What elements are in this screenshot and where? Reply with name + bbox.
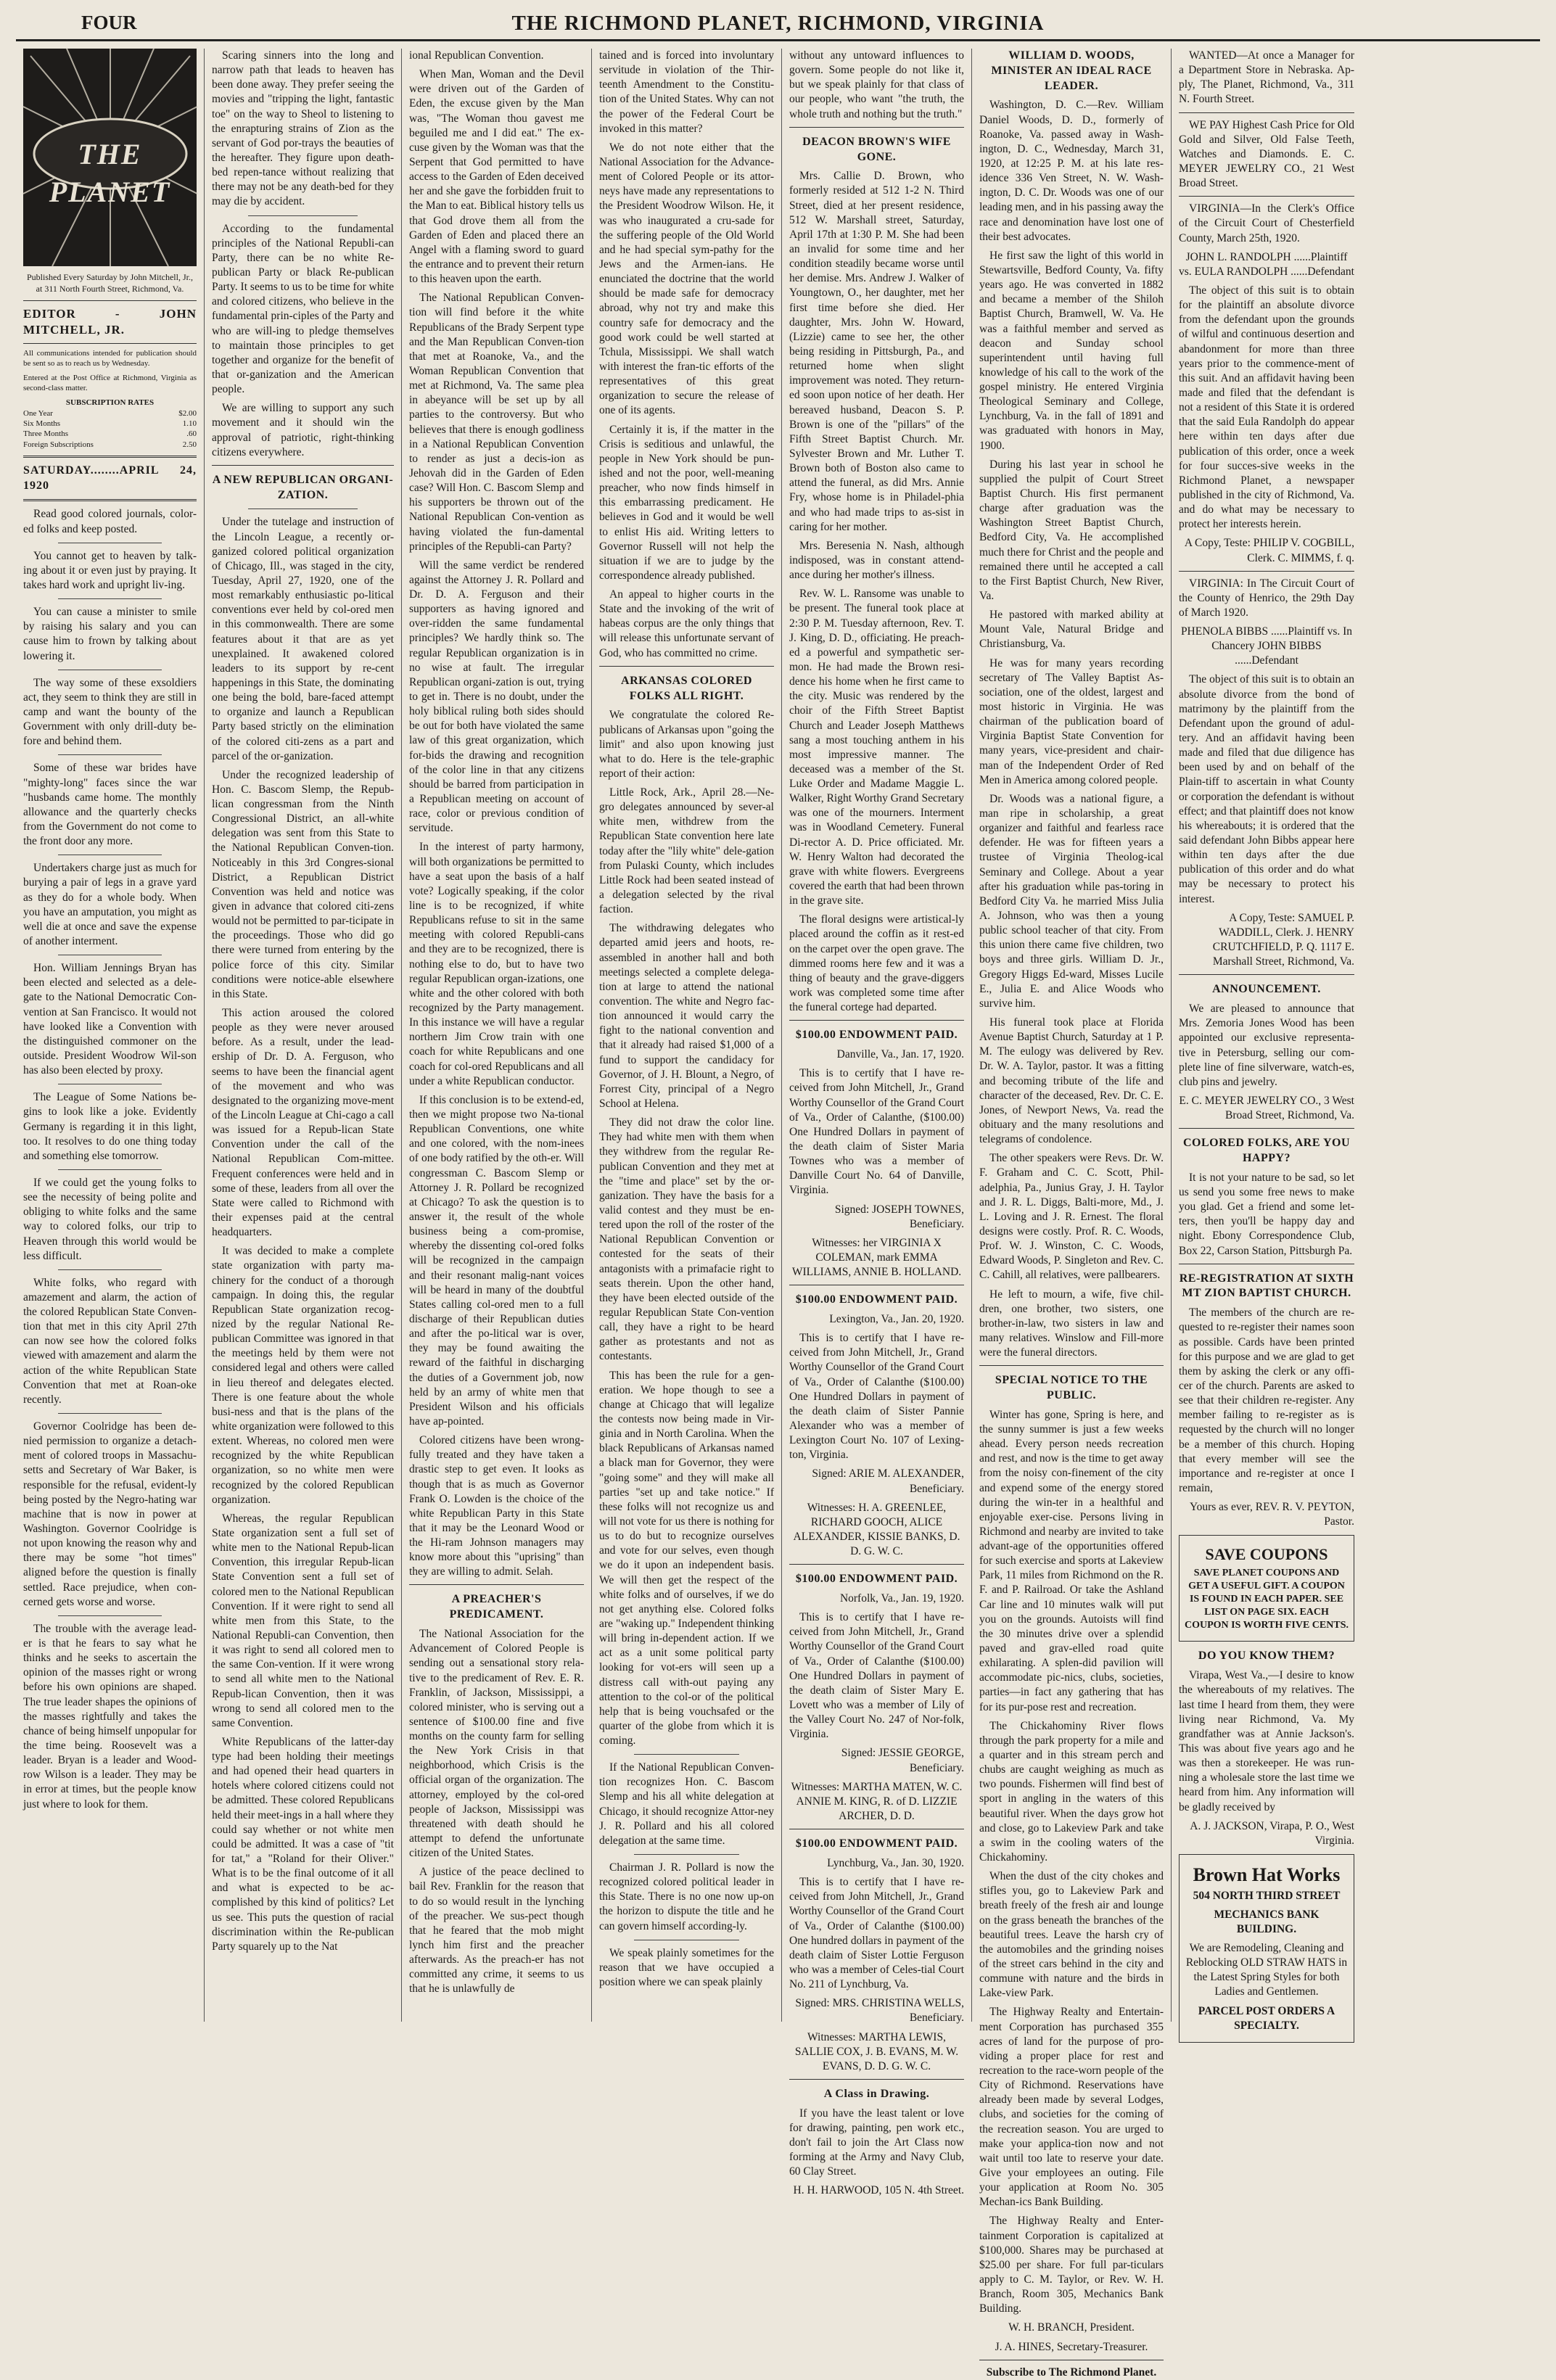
- editorial-item: The League of Some Nations be-gins to look like a joke. Evidently Germany is regarding it in this light, too. It resolves to do one thing today and something else tomorrow.: [23, 1091, 197, 1162]
- paragraph: without any untoward influences to govern. Some people do not like it, but we speak plainly for that class of our people, who want "the truth, the whole truth and nothing but the truth.": [789, 49, 964, 120]
- legal-notice-copy: A Copy, Teste: PHILIP V. COGBILL, Clerk. C. MIMMS, f. q.: [1184, 537, 1354, 564]
- brown-hat-text: We are Remodeling, Cleaning and Reblocking OLD STRAW HATS in the Latest Spring Styles for both Ladies and Gentlemen.: [1185, 1941, 1348, 1998]
- paragraph: The withdrawing delegates who departed amid jeers and hoots, re-assembled in another hall and both meetings selected a complete delega-tion at large to attend the national convention. The white and Negro fac-tion announced it would carry the fight to the national convention and that it already had raised $1,000 of a fund to support the candidacy for Governor, of J. H. Blount, a Negro, of Forrest City, principal of a Negro School at Helena.: [599, 922, 774, 1111]
- editor-line: EDITOR - JOHN MITCHELL, JR.: [23, 307, 197, 337]
- paragraph: Mrs. Beresenia N. Nash, although indisposed, was in constant attend-ance during her mother's illness.: [789, 539, 964, 582]
- endowment-place: Danville, Va., Jan. 17, 1920.: [836, 1048, 964, 1061]
- issue-date: SATURDAY........APRIL 24, 1920: [23, 464, 197, 492]
- endowment-witnesses: Witnesses: H. A. GREENLEE, RICHARD GOOCH, ALICE ALEXANDER, KISSIE BANKS, D. D. G. W. C.: [793, 1501, 960, 1558]
- page-number: FOUR: [81, 12, 137, 33]
- know-headline: DO YOU KNOW THEM?: [1198, 1650, 1335, 1663]
- endowment-headline: $100.00 ENDOWMENT PAID.: [795, 1293, 958, 1306]
- legal-notice-text: The object of this suit is to obtain an absolute divorce from the bond of matrimony by the plaintiff from the Defendant upon the ground of adul-tery. And an affidavit having been made and filed that due diligence has been used by and on behalf of the Plain-tiff to ascertain in what County or corporation the defendant is without effect; and that plaintiff does not know his whereabouts; it is ordered that the said defendant John Bibbs appear here within ten days after the due publication of this order and do what may be necessary to protect his interest.: [1179, 673, 1354, 905]
- paragraph: If this conclusion is to be extend-ed, then we might propose two Na-tional Republican Conventions, one white and one colored, with the nom-inees of one body ratified by the oth-er. Will congressman C. Bascom Slemp or Attorney J. R. Pollard be recognized at Chicago? To ask the question is to answer it, the result of the whole business being a com-promise, whereby the dissenting col-ored folks will be recognized in the campaign and their resonant malig-nant voices will be heard in many of the doubtful States calling col-ored men to a full discharge of their Republican duties and after the po-litical war is over, they may be found awaiting the reward of the faithful in discharging the duties of a Government job, now held by an army of white men that President Wilson and his officials have ap-pointed.: [409, 1093, 584, 1428]
- editorial-item: Undertakers charge just as much for burying a pair of legs in a grave yard as they do for a whole body. When you have an amputation, you might as well die at once and save the expense of another interment.: [23, 862, 197, 947]
- column-5: [782, 49, 972, 2197]
- paragraph: When Man, Woman and the Devil were driven out of the Garden of Eden, the excuse given by the Man was, "The Woman thou gavest me beguiled me and I did eat." The ex-cuse given by the Woman was that the Serpent that God permitted to have access to the Garden of Eden deceived her and she gave the forbidden fruit to the Man to eat. Biblical history tells us that God drove them all from the Garden of Eden and placed there an Angel with a flaming sword to guard the entrance and to prevent their return to this heaven upon the earth.: [409, 68, 584, 286]
- paragraph: Rev. W. L. Ransome was unable to be present. The funeral took place at 2:30 P. M. Tuesday afternoon, Rev. T. J. King, D. D., officiating. He preach-ed a powerful and sympathetic ser-mon. He had made the Brown resi-dence his home when he first came to the city. Music was rendered by the choir of the Fifth Street Baptist Church and Leader Joseph Matthews sang a most touching anthem in his most impressive manner. The deceased was a member of the St. Luke Order and Madame Maggie L. Walker, Right Worthy Grand Secretary was one of the mourners. Interment was in Woodland Cemetery. Funeral Di-rector A. D. Price officiated. Mr. W. Henry Walton had decorated the grave with white flowers. Evergreens covered the earth that had been thrown in the grave site.: [789, 588, 965, 907]
- paragraph: According to the fundamental principles of the National Republi-can Party, there can be no white Re-publican Party or black Re-publican Party. It seems to us to be time for white and colored citizens, who believe in the fundamental prin-ciples of the Party and who are will-ing to pledge themselves to maintain those principles to get together and organize for the benefit of that or-ganization and the American people.: [212, 222, 394, 396]
- paragraph: Mrs. Callie D. Brown, who formerly resided at 512 1-2 N. Third Street, died at her present residence, 512 W. Marshall street, Saturday, April 17th at 1:30 P. M. She had been an invalid for some time and her condition steadily became worse until her demise. Mrs. Andrew J. Walker of Youngtown, O., her daughter, met her first time before she died. Her daughter, Mrs. John W. Howard, (Lizzie) came to see her, the other being residing in Pittsburgh, Pa., and returned home when slight improvement was noted. They return-ed soon upon notice of her death. Her bereaved husband, Deacon S. P. Brown is one of the "pillars" of the Fifth Street Baptist Church. Mr. Sylvester Brown and Mr. Luther T. Brown both of Boston also came to attend the funeral, as did Mrs. Annie Fry, whose home is in Philadel-phia and who had made trips to as-sist in caring for her mother.: [789, 170, 964, 533]
- announcement-signature: E. C. MEYER JEWELRY CO., 3 West Broad Street, Richmond, Va.: [1179, 1094, 1354, 1122]
- paragraph: He was for many years recording secretary of The Valley Baptist As-sociation, one of the oldest, largest and most historic in Virginia. He was chairman of the publication board of Virginia Baptist State Convention for many years, vice-president and chair-man of the Independent Order of Red Men in America among colored people.: [979, 656, 1164, 786]
- know-text: Virapa, West Va.,—I desire to know the whereabouts of my relatives. The last time I heard from them, they were living near Richmond, Va. My grandfather was at Annie Jackson's. This was about five years ago and he was then a storekeeper. He was run-ning a wholesale store the last time we heard from him. Any information will be gladly received by: [1179, 1669, 1354, 1813]
- column-4: [592, 49, 782, 2022]
- editorial-item: Read good colored journals, color-ed folks and keep posted.: [23, 508, 197, 535]
- endowment-witnesses: Witnesses: MARTHA MATEN, W. C. ANNIE M. KING, R. of D. LIZZIE ARCHER, D. D.: [791, 1780, 963, 1823]
- editorial-item: If we could get the young folks to see the necessity of being polite and obliging to white folks and the same way to colored folks, our trip to Heaven through this world would be less difficult.: [23, 1176, 197, 1262]
- paragraph: This has been the rule for a gen-eration. We hope though to see a change at Chicago that will legalize the contests now being made in Vir-ginia and in North Carolina. When the black Republicans of Arkansas named a black man for Governor, they were "going some" and they will make all parties "set up and take notice." If these folks will not recognize us and will not vote for us there is nothing for us to do but to recognize ourselves and vote for our selves, even though we do it upon an independent basis. We will then get the respect of the white folks and of ourselves, if we do not get anything else. Colored folks are "waking up." Independent thinking will bring in-dependent action. If we act as a unit some political party looking for vot-ers will seen up a distress call with-out paying any attention to the col-or of the political help that is being vouchsafed or the quarter of the globe from which it is coming.: [599, 1369, 774, 1747]
- legal-notice-head: VIRGINIA: In The Circuit Court of the County of Henrico, the 29th Day of March 1920.: [1179, 577, 1354, 619]
- planet-logo: [23, 49, 197, 266]
- paragraph: They did not draw the color line. They had white men with them when they withdrew from the regular Re-publican Convention and they met at the "time and place" set by the or-ganization. They have the basis for a valid contest and they must be en-tered upon the roll of the roster of the National Republican Convention or contested for the seats of their antagonists with a primafacie right to seats therein. Upon the other hand, they have been elected outside of the regular Republican State Con-vention call, they have a right to be heard gather as protestants and not as contestants.: [599, 1116, 774, 1363]
- coupon-ad: [1179, 1535, 1354, 1642]
- brown-hat-address: 504 NORTH THIRD STREET: [1193, 1889, 1341, 1902]
- logo-text: THE PLANET: [49, 138, 171, 208]
- endowment-signed: Signed: JOSEPH TOWNES, Beneficiary.: [834, 1203, 964, 1230]
- editorial-item: White folks, who regard with amazement and alarm, the action of the colored Republican State Conven-tion that met in this city April 27th can now see how the colored folks viewed with amazement and alarm the action of the white Republican State Convention that met at Roan-oke recently.: [23, 1276, 197, 1406]
- endowment-signed: Signed: JESSIE GEORGE, Beneficiary.: [841, 1747, 964, 1774]
- rate-row: One Year $2.00: [23, 408, 197, 418]
- article-headline: DEACON BROWN'S WIFE GONE.: [802, 135, 951, 163]
- know-signature: A. J. JACKSON, Virapa, P. O., West Virginia.: [1190, 1819, 1354, 1847]
- paragraph: The other speakers were Revs. Dr. W. F. Graham and C. C. Scott, Phil-adelphia, Pa., Junius Gray, J. H. Taylor and J. R. L. Diggs, Balti-more, Md., J. L. Loving and J. R. Ernest. The floral designs were costly. Prof. R. C. Woods, Prof. W. J. Winston, C. C. Woods, Edward Woods, P. Singleton and Rev. C. C. Cahill, all relatives, were pallbearers.: [979, 1152, 1164, 1282]
- article-headline: A NEW REPUBLICAN ORGANI-ZATION.: [212, 473, 394, 501]
- endowment-headline: $100.00 ENDOWMENT PAID.: [795, 1573, 958, 1586]
- endowment-place: Lynchburg, Va., Jan. 30, 1920.: [827, 1856, 964, 1869]
- paragraph: In the interest of party harmony, will both organizations be permitted to have a seat upon the basis of a half vote? Logically speaking, if the color line is to be recognized, if white Republicans refuse to sit in the same meeting with colored Republi-cans and they are to be recognized, there is nothing else to do, but to have two regular Republican organ-izations, one white and the other colored with both recognized by the Party management. In this instance we will have a regular northern Jim Crow train with one coach for white Republicans and one coach for col-ored Republicans and all under a white Republican conductor.: [409, 841, 584, 1087]
- paragraph: Certainly it is, if the matter in the Crisis is seditious and unlawful, the people in New York should be pun-ished and not the poor, well-meaning preacher, who now finds himself in this embarrassing predicament. He believes in God and it would be well to enlist His aid. Writing letters to Governor Russell will not help the situation if we are to judge by the correspondence already published.: [599, 423, 774, 582]
- paragraph: Scaring sinners into the long and narrow path that leads to heaven has been done away. They prefer seeing the movies and "tripping the light, fantastic toe" on the way to Sheol to listening to the enrapturing strains of Zion as the servant of God por-trays the beauties of the hereafter. They figure upon death-bed repen-tance without realizing that there may not be any death-bed for they may die by accident.: [212, 49, 394, 208]
- paragraph: The floral designs were artistical-ly placed around the coffin as it rest-ed on the carpet over the open grave. The dimmed rooms here few and it was a thing of beauty and the grave-diggers work was completed some time after the funeral cortege had departed.: [789, 913, 964, 1014]
- brown-hat-building: MECHANICS BANK BUILDING.: [1214, 1908, 1320, 1935]
- we-pay-ad: WE PAY Highest Cash Price for Old Gold and Silver, Old False Teeth, Watches and Diamonds. E. C. MEYER JEWELRY CO., 21 West Broad Street.: [1179, 118, 1354, 190]
- endowment-headline: $100.00 ENDOWMENT PAID.: [795, 1837, 958, 1850]
- class-text: If you have the least talent or love for drawing, painting, pen work etc., don't fail to join the Art Class now forming at the Army and Navy Club, 60 Clay Street.: [789, 2107, 964, 2178]
- endowment-witnesses: Witnesses: MARTHA LEWIS, SALLIE COX, J. B. EVANS, M. W. EVANS, D. D. G. W. C.: [794, 2030, 959, 2072]
- editorial-item: Some of these war brides have "mighty-long" faces since the war "husbands came home. The monthly allowance and the quarterly checks from the Government do not come to the front door any more.: [23, 762, 197, 848]
- paragraph: The National Association for the Advancement of Colored People is sending out a sensational story rela-tive to the predicament of Rev. E. R. Franklin, of Jackson, Mississippi, a colored minister, who is serving out a sentence of $100.00 fine and five months on the county farm for selling the New York Crisis in that neighborhood, which Crisis is the official organ of the organization. The attorney, employed by the col-ored people of Jackson, Mississippi was threatened with death should he attempt to defend the unfortunate citizen of the United States.: [409, 1628, 584, 1860]
- newspaper-title: THE RICHMOND PLANET, RICHMOND, VIRGINIA: [511, 12, 1045, 35]
- paragraph: We do not note either that the National Association for the Advance-ment of Colored People or its attor-neys have made any representations to the President Woodrow Wilson. He, it was who inaugurated a cru-sade for the suffering people of the Old World and he had special sym-pathy for the Jews and the Armen-ians. He enunciated the doctrine that the world should be made safe for democracy abroad, why not try and make this country safe for democracy and the good work could be well started at Tchula, Mississippi. We shall watch with interest the fran-tic efforts of the representatives of this great organization to secure the release of one of its agents.: [599, 141, 774, 417]
- coupon-headline: SAVE COUPONS: [1205, 1545, 1328, 1564]
- paragraph: When the dust of the city chokes and stifles you, go to Lakeview Park and breath freely of the fresh air and lounge on the grass beneath the branches of the beautiful trees. Leave the harsh cry of the automobiles and the grinding noises of the street cars behind in the city and commune with nature and the birds in Lake-view Park.: [979, 1870, 1164, 2000]
- endowment-text: This is to certify that I have re-ceived from John Mitchell, Jr., Grand Worthy Counsellor of the Grand Court of Va., Order of Calanthe, ($100.00) One Hundred Dollars in payment of the death claim of Sister Maria Townes who was a member of Danville Court No. 64 of Danville, Virginia.: [789, 1067, 964, 1197]
- legal-notice-parties: PHENOLA BIBBS ......Plaintiff vs. In Chancery JOHN BIBBS ......Defendant: [1180, 625, 1353, 667]
- signature-president: W. H. BRANCH, President.: [1008, 2321, 1135, 2334]
- rate-row: Three Months .60: [23, 429, 197, 439]
- communications-notice: All communications intended for publication should be sent so as to reach us by Wednesday.: [23, 349, 197, 368]
- paragraph: Colored citizens have been wrong-fully treated and they have taken a drastic step to get even. It looks as though that is as much as Governor Frank O. Lowden is the choice of the white Republican Party in this State that it may be the Leonard Wood or the Hi-ram Johnson managers may know more about this "uprising" than they are willing to admit. Selah.: [409, 1434, 584, 1578]
- paragraph: Will the same verdict be rendered against the Attorney J. R. Pollard and Dr. D. A. Ferguson and their supporters as having ignored and over-ridden the same fundamental principles? We hardly think so. The regular Republican organization is in no wise at fault. The irregular Republican organi-zation is out, trying to get in. There is no doubt, under the holy biblical ruling both sides should be out for both have violated the same law of this great organization, which for-bids the drawing and recognition of the color line in that any citizens should be barred from participation in a Republican meeting on account of race, color or previous condition of servitude.: [409, 559, 584, 835]
- editorial-item: The way some of these exsoldiers act, they seem to think they are still in camp and want the bounty of the Government with only drill-duty be-fore and behind them.: [23, 676, 197, 748]
- column-6: [972, 49, 1172, 2379]
- editorial-item: The trouble with the average lead-er is that he fears to say what he thinks and he seeks to ascertain the opinion of the masses right or wrong before his own opinions are shaped. The true leader shapes the opinions of the masses rightfully and takes the chance of being himself unpopular for the time being. Roosevelt was a leader. Bryan is a leader and Wood-row Wilson is a leader. They may be in error at times, but the people know just where to look for them.: [23, 1622, 197, 1811]
- paragraph: Dr. Woods was a national figure, a man ripe in scholarship, a great organizer and faithful and fearless race defender. He was for fifteen years a trustee of Virginia Theolog-ical Seminary and College. About a year after his graduation while pas-toring in Bedford City Va. he married Miss Julia A. Johnson, who was then a young public school teacher of that city. From this union there came five children, two boys and three girls. William D. Jr., Gregory Higgs Ed-ward, Misses Lucile E., Julia E. and Alice Woods who survive him.: [979, 792, 1164, 1010]
- paragraph: His funeral took place at Florida Avenue Baptist Church, Saturday at 1 P. M. The eulogy was delivered by Rev. Dr. W. A. Taylor, pastor. It was a fitting and becoming tribute of the life and character of the deceased, Rev. Dr. C. E. Jones, of Newport News, Va. read the obituary and the many resolutions and telegrams of condolence.: [979, 1016, 1164, 1146]
- paragraph: Washington, D. C.—Rev. William Daniel Woods, D. D., formerly of Roanoke, Va. passed away in Wash-ington, D. C., Wednesday, March 31, 1920, at 12:25 P. M. at his late res-idence 336 Ven Street, N. W. Wash-ington, D. C. Dr. Woods was one of our leading men, and in his passing away the race and denomination have lost one of their best advocates.: [979, 99, 1164, 243]
- paragraph: He first saw the light of this world in Stewartsville, Bedford County, Va. fifty years ago. He was converted in 1882 and became a member of the Shiloh Baptist Church, Bramwell, W. Va. He was a faithful member and served as deacon and Sunday school superintendent until having full knowledge of his call to the work of the gospel ministry. He entered Virginia Theological Seminary and College, Lynchburg, Va. in the fall of 1891 and was graduated with honors in May, 1900.: [979, 249, 1164, 452]
- paragraph: The Chickahominy River flows through the park property for a mile and a quarter and in this stream perch and chubs are caught weighing as much as two pounds. Fishermen will find best of sport in angling in the waters of this beautiful river. When the days grow hot and close, go to Lakeview Park and take a swim in the cooling waters of the Chickahominy.: [979, 1719, 1164, 1864]
- happy-headline: COLORED FOLKS, ARE YOU HAPPY?: [1183, 1137, 1350, 1165]
- paragraph: Whereas, the regular Republican State organization sent a full set of white men to the National Repub-lican Convention, this irregular Repub-lican State Convention sent a full set of colored men to the National Republican Convention. If it were right to send all white men from this State, to the National Republi-can Convention, then it was right to send all colored men to the same Con-vention. If it were wrong to send all white men to the National Repub-lican Convention, then it was wrong to send all colored men to the same Convention.: [212, 1512, 394, 1729]
- column-7: [1172, 49, 1362, 2032]
- entered-notice: Entered at the Post Office at Richmond, Virginia as second-class matter.: [23, 373, 197, 392]
- paragraph: He left to mourn, a wife, five chil-dren, one brother, two sisters, one brother-in-law, two sisters in law and many relatives. Winslow and Fill-more were the funeral directors.: [979, 1288, 1164, 1359]
- subscribe-line: Subscribe to The Richmond Planet.: [986, 2365, 1157, 2379]
- paragraph: The National Republican Conven-tion will find before it the white Republicans of the Brady Serpent type and the Man Republican Conven-tion that met at Roanoke, Va., and the Woman Republican Convention that met at Richmond, Va. The same plea in abeyance will be set up by all parties to the controversy. But who believes that there is enough godliness in a National Republican Convention to render as just a decis-ion as Jehovah did in the Garden of Eden case? Will Hon. C. Bascom Slemp and his supporters be thrown out of the National Republican Con-vention as having violated the fun-damental principles of the Republi-can Party?: [409, 292, 584, 553]
- happy-text: It is not your nature to be sad, so let us send you some free news to make you glad. Get a friend and some let-ters, then you'll be happy day and night. Ebony Correspondence Club, Box 22, Carson Station, Pittsburgh Pa.: [1179, 1171, 1354, 1257]
- legal-notice-parties: JOHN L. RANDOLPH ......Plaintiff vs. EULA RANDOLPH ......Defendant: [1179, 250, 1354, 278]
- endowment-place: Lexington, Va., Jan. 20, 1920.: [829, 1313, 964, 1326]
- paragraph: This action aroused the colored people as they were never aroused before. As a result, under the lead-ership of Dr. D. A. Ferguson, who seems to have been the financial agent of the movement and who was designated to the organizing move-ment of the Lincoln League at Chi-cago a call was issued for a Repub-lican State Convention under the call of the National Republican Com-mittee. Frequent conferences were held and in some of these, leaders from all over the State were called to Richmond with their expenses paid at the central headquarters.: [212, 1007, 394, 1239]
- legal-notice-copy: A Copy, Teste: SAMUEL P. WADDILL, Clerk. J. HENRY CRUTCHFIELD, P. Q. 1117 E. Marshall Street, Richmond, Va.: [1212, 911, 1354, 968]
- signature-secretary: J. A. HINES, Secretary-Treasurer.: [995, 2340, 1148, 2353]
- announcement-headline: ANNOUNCEMENT.: [1212, 983, 1321, 996]
- endowment-text: This is to certify that I have re-ceived from John Mitchell, Jr., Grand Worthy Counsellor of the Grand Court of Va., Order of Calanthe ($100.00) One Hundred Dollars in payment of the death claim of Sister Mary E. Lovett who was a member of Lily of the Valley Court No. 247 of Nor-folk, Virginia.: [789, 1611, 964, 1741]
- endowment-headline: $100.00 ENDOWMENT PAID.: [795, 1029, 958, 1042]
- endowment-text: This is to certify that I have re-ceived from John Mitchell, Jr., Grand Worthy Counsellor of the Grand Court of Va., Order of Calanthe ($100.00) One Hundred Dollars in payment of the death claim of Sister Pannie Alexander who was a member of Lexington Court No. 107 of Lexing-ton, Virginia.: [789, 1332, 964, 1462]
- editorial-item: Governor Coolridge has been de-nied permission to organize a detach-ment of colored troops in Massachu-setts and Secretary of War Baker, is responsible for the refusal, evident-ly being posted by the Negro-hating war machine that is now in power at Washington. Governor Coolridge is not upon knowing the reason why and there may be some "hot times" aligned before the question is finally settled. Race prejudice, when con-cerned gets worse and worse.: [23, 1420, 197, 1608]
- paragraph: Winter has gone, Spring is here, and the sunny summer is just a few weeks ahead. Every person needs recreation and rest, and now is the time to get away from the noisy con-finement of the city and expend some of the energy stored during the win-ter in a healthful and enjoyable exer-cise. Persons living in Richmond and nearby are invited to take advant-age of the opportunities offered for such exercise and sports at Lakeview Park, 11 miles from Richmond on the R. F. and P. Railroad. Or take the Ashland Car line and 10 minutes walk will put you on the grounds. Autoists will find the 30 minutes drive over a splendid paved and grav-elled road quite exhilarating. A splen-did pavilion will accommodate pic-nics, clubs, societies, parties—in fact any gathering that has for its pur-pose rest and recreation.: [979, 1408, 1164, 1713]
- paragraph: During his last year in school he supplied the pulpit of Court Street Baptist Church. His first permanent charge after graduation was the Washington Street Baptist Church, Bedford City, Va. He accomplished much there for Christ and the people and remained there until he accepted a call to the First Baptist Church, New River, Va.: [979, 458, 1164, 603]
- masthead: [16, 10, 1540, 41]
- paragraph: We speak plainly sometimes for the reason that we have occupied a position where we can speak plainly: [599, 1946, 774, 1989]
- rate-row: Six Months 1.10: [23, 419, 197, 428]
- column-1: [16, 49, 205, 2022]
- paragraph: Chairman J. R. Pollard is now the recognized colored political leader in this State. There is no one now up-on the horizon to dispute the title and he can govern himself according-ly.: [599, 1861, 774, 1932]
- class-headline: A Class in Drawing.: [823, 2087, 930, 2100]
- rate-row: Foreign Subscriptions 2.50: [23, 440, 197, 449]
- wanted-ad: WANTED—At once a Manager for a Department Store in Nebraska. Ap-ply, The Planet, Richmond, Va., 311 N. Fourth Street.: [1179, 49, 1354, 106]
- endowment-signed: Signed: MRS. CHRISTINA WELLS, Beneficiary.: [795, 1997, 964, 2025]
- class-signature: H. H. HARWOOD, 105 N. 4th Street.: [793, 2184, 964, 2197]
- brown-hat-ad: [1179, 1854, 1354, 2043]
- column-2: [205, 49, 402, 2022]
- paragraph: Little Rock, Ark., April 28.—Ne-gro delegates announced by sever-al white men, withdrew from the Republican State convention here late today after the "lily white" dele-gation from Pulaski County, which includes Little Rock had been seated instead of a delegation selected by the rival faction.: [599, 786, 774, 916]
- coupon-text: SAVE PLANET COUPONS AND GET A USEFUL GIFT. A COUPON IS FOUND IN EACH PAPER. SEE LIST ON PAGE SIX. EACH COUPON IS WORTH FIVE CENTS.: [1184, 1567, 1349, 1631]
- editorial-item: Hon. William Jennings Bryan has been elected and selected as a dele-gate to the National Democratic Con-vention at San Francisco. It would not have looked like a Convention with the distinguished commoner on the outside. President Woodrow Wil-son has also been elected by proxy.: [23, 962, 197, 1077]
- paragraph: ional Republican Convention.: [409, 49, 544, 62]
- editorial-item: You can cause a minister to smile by raising his salary and you can cause him to frown by talking about lowering it.: [23, 606, 197, 662]
- article-headline: A PREACHER'S PREDICAMENT.: [449, 1593, 544, 1621]
- endowment-signed: Signed: ARIE M. ALEXANDER, Beneficiary.: [812, 1467, 964, 1495]
- paragraph: The Highway Realty and Enter-tainment Corporation is capitalized at $100,000. Shares may be purchased at $25.00 per share. For full par-ticulars apply to C. M. Taylor, or Rev. W. H. Branch, Room 305, Mechanics Bank Building.: [979, 2215, 1164, 2315]
- paragraph: Under the recognized leadership of Hon. C. Bascom Slemp, the Repub-lican congressman from the Ninth Congressional District, an all-white delegation was sent from this State to the National Republican Conven-tion. Noticeably in this 3rd Congres-sional District, a Republican District Convention was held and notice was given in advance that colored citi-zens would not be permitted to par-ticipate in the proceedings. Those who did go there were turned from entering by the police force of this city. Similar conditions were notice-able elsewhere in this State.: [212, 768, 394, 1000]
- paragraph: A justice of the peace declined to bail Rev. Franklin for the reason that to do so would result in the lynching of the preacher. We sus-pect though that he feared that the mob might lynch him first and the preacher afterwards. As the preach-er has not committed any crime, it seems to us that he is unlawfully de: [409, 1866, 584, 1996]
- paragraph: He pastored with marked ability at Mount Vale, Natural Bridge and Christiansburg, Va.: [979, 609, 1164, 651]
- rates-title: SUBSCRIPTION RATES: [65, 398, 155, 408]
- columns: [16, 49, 1540, 2379]
- editorial-item: You cannot get to heaven by talk-ing about it or even just by praying. It takes hard work and upright liv-ing.: [23, 549, 197, 592]
- registration-signature: Yours as ever, REV. R. V. PEYTON, Pastor.: [1189, 1501, 1354, 1528]
- brown-hat-headline: Brown Hat Works: [1193, 1864, 1341, 1885]
- paragraph: We congratulate the colored Re-publicans of Arkansas upon "going the limit" and also upon knowing just what to do. Here is the tele-graphic report of their action:: [599, 709, 774, 780]
- paragraph: An appeal to higher courts in the State and the invoking of the writ of habeas corpus are the only things that will release this unfortunate servant of God, who has committed no crime.: [599, 588, 774, 659]
- paragraph: tained and is forced into involuntary servitude in violation of the Thir-teenth Amendment to the Constitu-tion of the United States. Why can not the power of the Federal Court be invoked in this matter?: [599, 49, 774, 135]
- legal-notice-head: VIRGINIA—In the Clerk's Office of the Circuit Court of Chesterfield County, March 25th, 1920.: [1179, 202, 1354, 244]
- article-headline: WILLIAM D. WOODS, MINISTER AN IDEAL RACE LEADER.: [991, 49, 1152, 92]
- article-headline: SPECIAL NOTICE TO THE PUBLIC.: [995, 1374, 1148, 1401]
- endowment-witnesses: Witnesses: her VIRGINIA X COLEMAN, mark EMMA WILLIAMS, ANNIE B. HOLLAND.: [791, 1236, 962, 1279]
- publication-line: Published Every Saturday by John Mitchell, Jr., at 311 North Fourth Street, Richmond, Va.: [27, 272, 193, 294]
- endowment-place: Norfolk, Va., Jan. 19, 1920.: [839, 1592, 964, 1605]
- subscription-rates: [23, 398, 197, 449]
- paragraph: White Republicans of the latter-day type had been holding their meetings and had opened their head quarters in hotels where colored citizens could not be admitted. These colored Republicans held their meet-ings in a hall where they could say whether or not white men could be admitted. It was a case of "tit for tat," a "Roland for their Oliver." What is to be the final outcome of it all and what is expected to be ac-complished by this kind of politics? Let us see. This puts the question of racial discrimination within the Re-publican Party squarely up to the Nat: [212, 1735, 394, 1953]
- paragraph: It was decided to make a complete state organization with party ma-chinery for the conduct of a thorough campaign. In doing this, the regular Republican State organization recog-nized by the regular National Re-publican Committee was ignored in that the meetings held by them were not considered legal and others were called in lieu thereof and delegates elected. There is one feature about the whole busi-ness and that is the plans of the white organization were followed to this extent. Whereas, no colored men were recognized by the white Republican organization, so no white men were recognized by the colored Republican organization.: [212, 1245, 394, 1506]
- paragraph: Under the tutelage and instruction of the Lincoln League, a recently or-ganized colored political organization of Chicago, Ill., was staged in the city, Tuesday, April 27, 1920, one of the most remarkably enthusiastic po-litical conventions ever held by col-ored men in this commonwealth. There are some features about it that are as yet unexplained. It awakened colored leaders to its support by re-cent happenings in this State, the dominating one being the bold, bare-faced attempt to organize and launch a Republican Party based strictly on the elimination of the colored citi-zens as a part and parcel of the or-ganization.: [212, 516, 394, 762]
- legal-notice-text: The object of this suit is to obtain for the plaintiff an absolute divorce from the defendant upon the grounds of wilful and continuous desertion and abandonment for more than three years prior to the commence-ment of this suit. And an affidavit having been made and filed that the defendant is not a resident of this State it is ordered that the said Eula Randolph do appear here within ten days after due publication of this order, once a week for four succes-sive weeks in the Richmond Planet, a newspaper published in the city of Richmond, Va. and do what may be necessary to protect her interests herein.: [1179, 284, 1354, 531]
- endowment-text: This is to certify that I have re-ceived from John Mitchell, Jr., Grand Worthy Counsellor of the Grand Court of Va., Order of Calanthe ($100.00) One hundred dollars in payment of the death claim of Sister Lottie Ferguson who was a member of Celes-tial Court No. 211 of Lynchburg, Va.: [789, 1876, 964, 1991]
- column-3: [402, 49, 592, 2022]
- registration-headline: RE-REGISTRATION AT SIXTH MT ZION BAPTIST CHURCH.: [1179, 1272, 1354, 1300]
- paragraph: The Highway Realty and Entertain-ment Corporation has purchased 355 acres of land for the purpose of pro-viding a proper place for rest and recreation to the race-worn people of the City of Richmond. Reservations have already been made by several Lodges, clubs, and societies for the coming of the recreation season. You are urged to make your applica-tion now and not wait until too late to reserve your date. Give your employees an outing. File your application at Room No. 305 Mechan-ics Bank Building.: [979, 2006, 1164, 2209]
- article-headline: ARKANSAS COLORED FOLKS ALL RIGHT.: [621, 674, 752, 702]
- paragraph: We are willing to support any such movement and it should win the approval of patriotic, right-thinking citizens everywhere.: [212, 402, 394, 458]
- paragraph: If the National Republican Conven-tion recognizes Hon. C. Bascom Slemp and his all white delegation at Chicago, it should recognize Attor-ney J. R. Pollard and his all colored delegation at the same time.: [599, 1761, 774, 1847]
- brown-hat-post: PARCEL POST ORDERS A SPECIALTY.: [1198, 2004, 1335, 2032]
- announcement-text: We are pleased to announce that Mrs. Zemoria Jones Wood has been appointed our exclusive representa-tive in Petersburg, selling our com-plete line of fine silverware, watch-es, club pins and jewelry.: [1179, 1002, 1354, 1088]
- registration-text: The members of the church are re-quested to re-register their names soon as possible. Cards have been printed for this purpose and we are glad to get them by asking the clerk or any offi-cer of the church. Parents are asked to see that their children re-register. Any member failing to re-register as is requested by the church will no longer be a member of this church. Hoping that every member will see the importance and re-register at once I remain,: [1179, 1306, 1354, 1494]
